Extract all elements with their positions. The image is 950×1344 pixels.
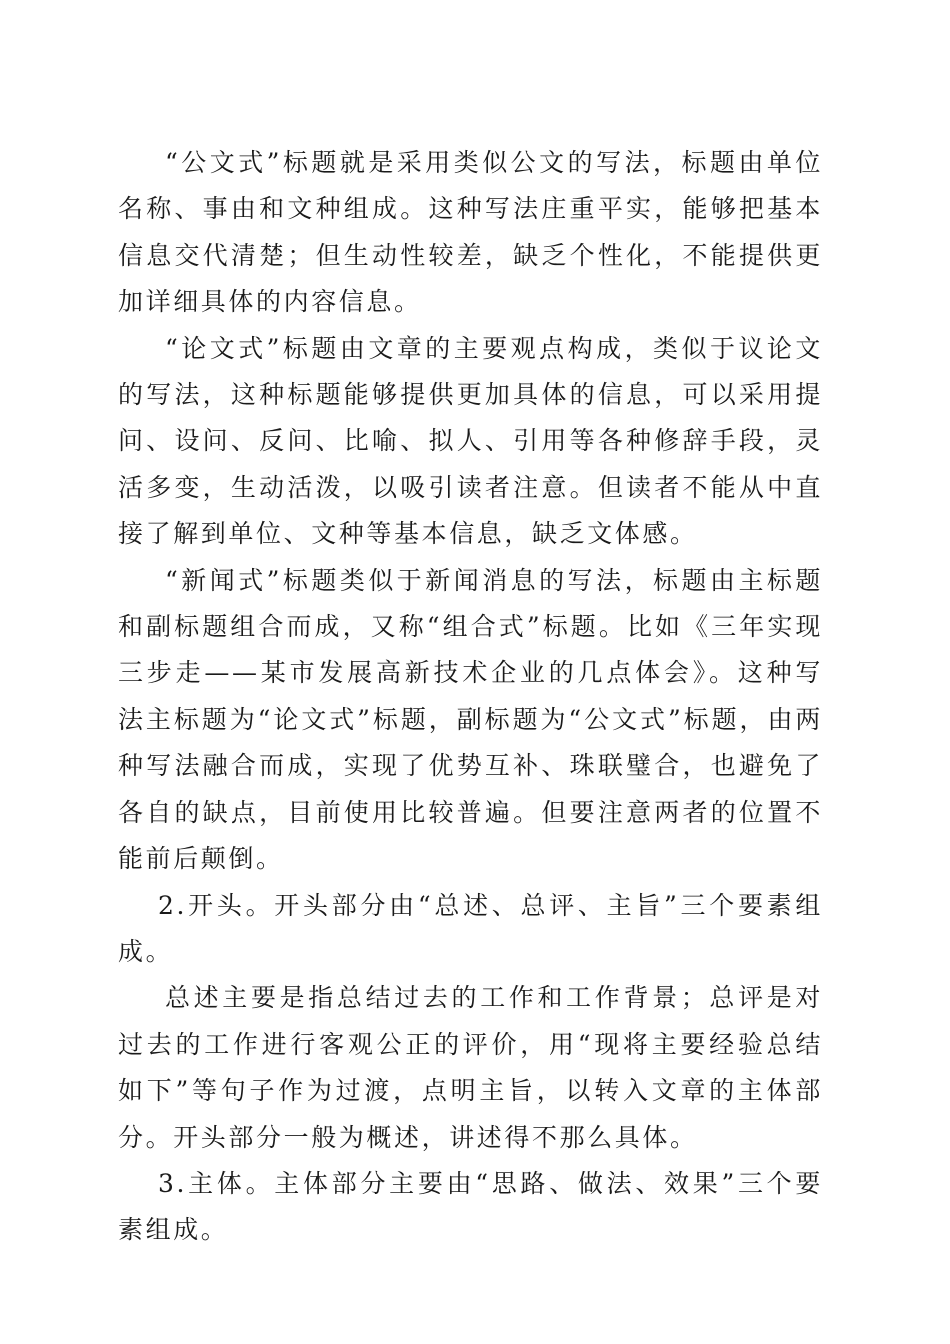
paragraph-opening-detail: 总述主要是指总结过去的工作和工作背景；总评是对过去的工作进行客观公正的评价，用“现将主要经验总结如下”等句子作为过渡，点明主旨，以转入文章的主体部分。开头部分一般为概述，讲述得不那么具体。 bbox=[118, 983, 823, 1152]
paragraph-official-style-title: “公文式”标题就是采用类似公文的写法，标题由单位名称、事由和文种组成。这种写法庄重平实，能够把基本信息交代清楚；但生动性较差，缺乏个性化，不能提供更加详细具体的内容信息。 bbox=[118, 148, 823, 317]
paragraph-news-style-title: “新闻式”标题类似于新闻消息的写法，标题由主标题和副标题组合而成，又称“组合式”标题。比如《三年实现三步走——某市发展高新技术企业的几点体会》。这种写法主标题为“论文式”标题，副标题为“公文式”标题，由两种写法融合而成，实现了优势互补、珠联璧合，也避免了各自的缺点，目前使用比较普遍。但要注意两者的位置不能前后颠倒。 bbox=[118, 565, 823, 874]
paragraph-opening-heading: 2.开头。开头部分由“总述、总评、主旨”三个要素组成。 bbox=[118, 890, 823, 966]
paragraph-essay-style-title: “论文式”标题由文章的主要观点构成，类似于议论文的写法，这种标题能够提供更加具体的信息，可以采用提问、设问、反问、比喻、拟人、引用等各种修辞手段，灵活多变，生动活泼，以吸引读者注意。但读者不能从中直接了解到单位、文种等基本信息，缺乏文体感。 bbox=[118, 333, 823, 549]
document-body bbox=[118, 140, 823, 1254]
paragraph-main-body-heading: 3.主体。主体部分主要由“思路、做法、效果”三个要素组成。 bbox=[118, 1168, 823, 1245]
